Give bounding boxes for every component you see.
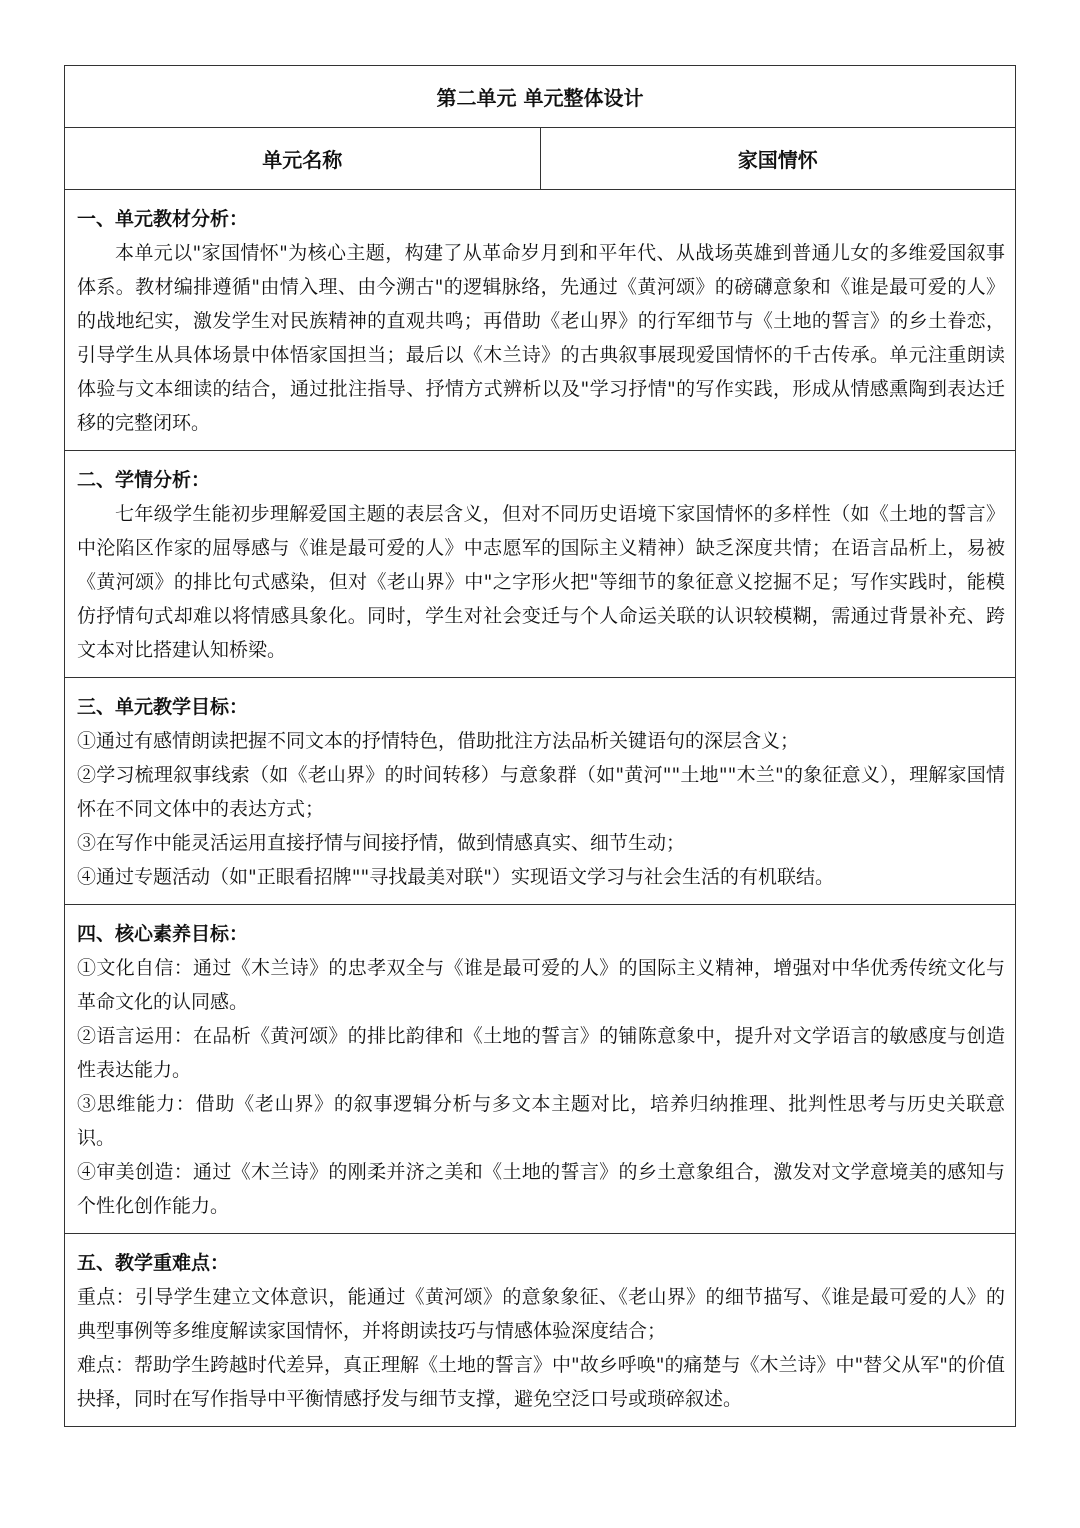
literacy-item: ①文化自信：通过《木兰诗》的忠孝双全与《谁是最可爱的人》的国际主义精神，增强对中华优秀传统文化与革命文化的认同感。 bbox=[77, 957, 1005, 1013]
literacy-item: ②语言运用：在品析《黄河颂》的排比韵律和《土地的誓言》的铺陈意象中，提升对文学语言的敏感度与创造性表达能力。 bbox=[77, 1025, 1005, 1081]
section-heading: 四、核心素养目标： bbox=[77, 923, 249, 945]
goal-item: ④通过专题活动（如"正眼看招牌""寻找最美对联"）实现语文学习与社会生活的有机联结。 bbox=[77, 866, 834, 888]
goal-item: ②学习梳理叙事线索（如《老山界》的时间转移）与意象群（如"黄河""土地""木兰"的象征意义），理解家国情怀在不同文体中的表达方式； bbox=[77, 764, 1005, 820]
section-student-analysis bbox=[65, 451, 1016, 678]
unit-name-label: 单元名称 bbox=[65, 128, 541, 190]
difficulty-point: 难点：帮助学生跨越时代差异，真正理解《土地的誓言》中"故乡呼唤"的痛楚与《木兰诗》中"替父从军"的价值抉择，同时在写作指导中平衡情感抒发与细节支撑，避免空泛口号或琐碎叙述。 bbox=[77, 1354, 1005, 1410]
goal-item: ③在写作中能灵活运用直接抒情与间接抒情，做到情感真实、细节生动； bbox=[77, 832, 686, 854]
literacy-item: ④审美创造：通过《木兰诗》的刚柔并济之美和《土地的誓言》的乡土意象组合，激发对文学意境美的感知与个性化创作能力。 bbox=[77, 1161, 1005, 1217]
unit-design-table bbox=[64, 65, 1016, 1427]
section-heading: 三、单元教学目标： bbox=[77, 696, 249, 718]
goal-item: ①通过有感情朗读把握不同文本的抒情特色，借助批注方法品析关键语句的深层含义； bbox=[77, 730, 800, 752]
section-heading: 五、教学重难点： bbox=[77, 1252, 230, 1274]
section-heading: 二、学情分析： bbox=[77, 469, 211, 491]
literacy-item: ③思维能力：借助《老山界》的叙事逻辑分析与多文本主题对比，培养归纳推理、批判性思考与历史关联意识。 bbox=[77, 1093, 1005, 1149]
section-paragraph: 本单元以"家国情怀"为核心主题，构建了从革命岁月到和平年代、从战场英雄到普通儿女的多维爱国叙事体系。教材编排遵循"由情入理、由今溯古"的逻辑脉络，先通过《黄河颂》的磅礴意象和《谁是最可爱的人》的战地纪实，激发学生对民族精神的直观共鸣；再借助《老山界》的行军细节与《土地的誓言》的乡土眷恋，引导学生从具体场景中体悟家国担当；最后以《木兰诗》的古典叙事展现爱国情怀的千古传承。单元注重朗读体验与文本细读的结合，通过批注指导、抒情方式辨析以及"学习抒情"的写作实践，形成从情感熏陶到表达迁移的完整闭环。 bbox=[77, 242, 1005, 434]
key-point: 重点：引导学生建立文体意识，能通过《黄河颂》的意象象征、《老山界》的细节描写、《谁是最可爱的人》的典型事例等多维度解读家国情怀，并将朗读技巧与情感体验深度结合； bbox=[77, 1286, 1005, 1342]
document-title: 第二单元 单元整体设计 bbox=[65, 66, 1016, 128]
unit-name-value: 家国情怀 bbox=[540, 128, 1016, 190]
section-textbook-analysis bbox=[65, 190, 1016, 451]
section-key-difficulties bbox=[65, 1234, 1016, 1427]
section-teaching-goals bbox=[65, 678, 1016, 905]
section-heading: 一、单元教材分析： bbox=[77, 208, 249, 230]
section-paragraph: 七年级学生能初步理解爱国主题的表层含义，但对不同历史语境下家国情怀的多样性（如《土地的誓言》中沦陷区作家的屈辱感与《谁是最可爱的人》中志愿军的国际主义精神）缺乏深度共情；在语言品析上，易被《黄河颂》的排比句式感染，但对《老山界》中"之字形火把"等细节的象征意义挖掘不足；写作实践时，能模仿抒情句式却难以将情感具象化。同时，学生对社会变迁与个人命运关联的认识较模糊，需通过背景补充、跨文本对比搭建认知桥梁。 bbox=[77, 503, 1005, 661]
section-core-literacy bbox=[65, 905, 1016, 1234]
